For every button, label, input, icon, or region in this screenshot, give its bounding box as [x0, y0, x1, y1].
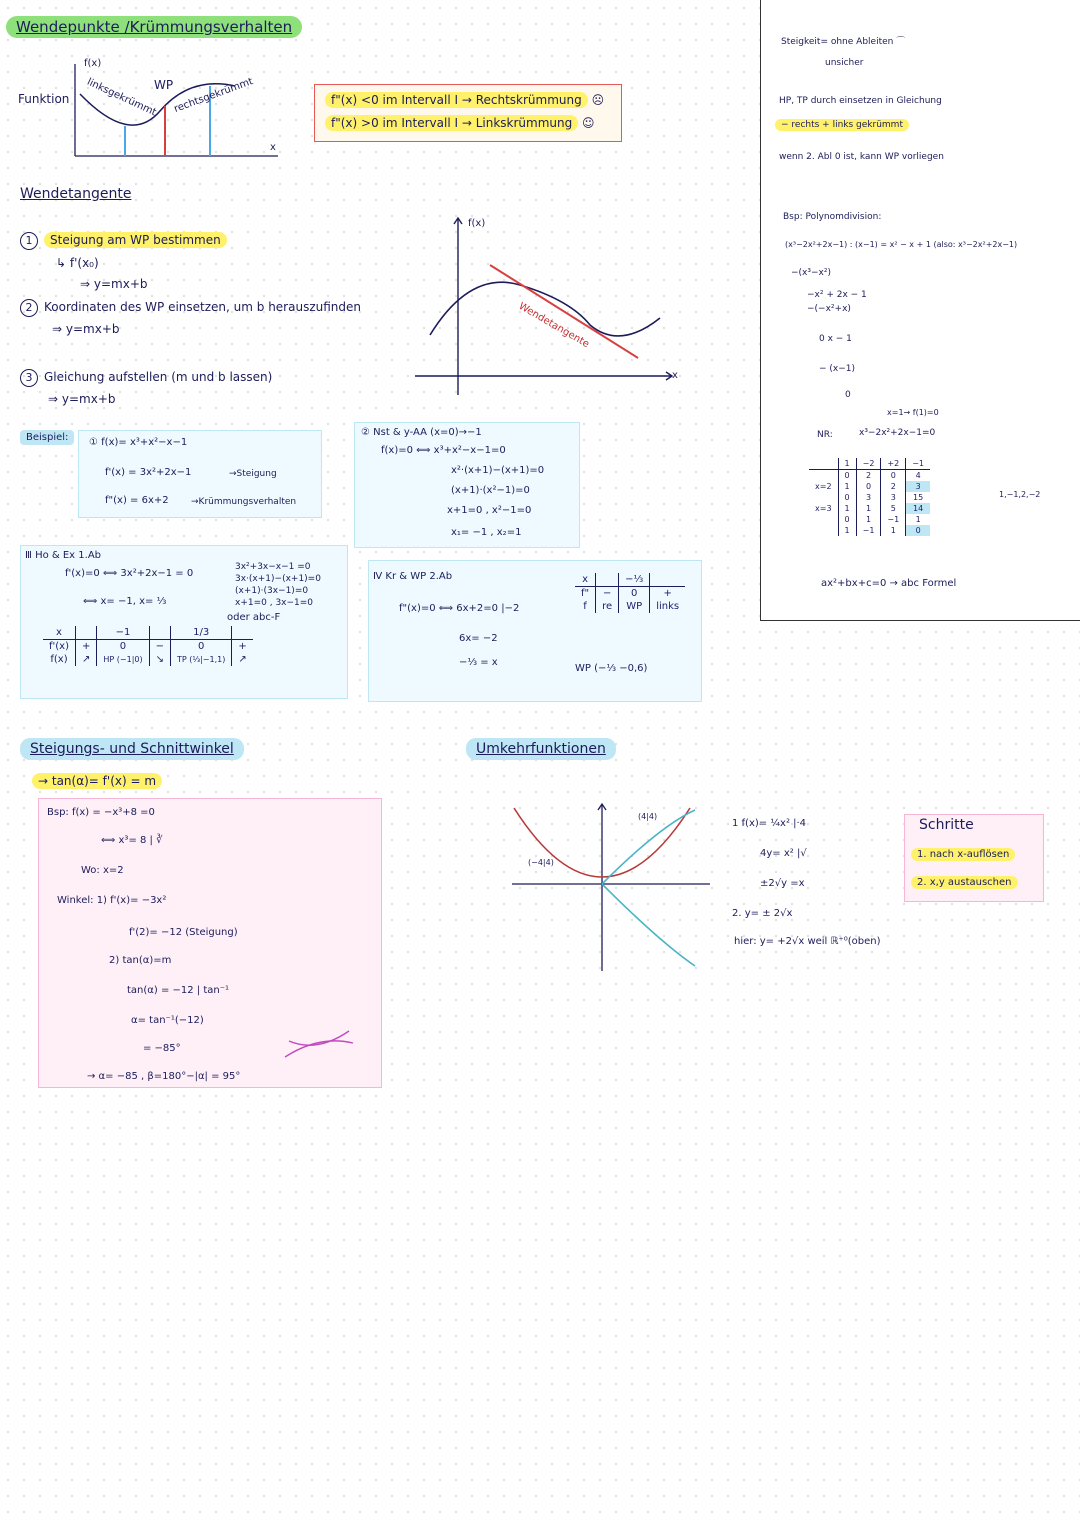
b2-line-2: f(x)=0 ⟺ x³+x²−x−1=0	[381, 445, 506, 456]
h-6-3: 1	[881, 525, 906, 536]
wt-step-2-text: Koordinaten des WP einsetzen, um b herauszufinden	[44, 300, 362, 314]
t2-head-2: −⅓	[619, 573, 650, 587]
wt-graph-fx: f(x)	[468, 218, 486, 229]
b1-line-1: ① f(x)= x³+x²−x−1	[89, 437, 188, 448]
st-line-6: α= tan⁻¹(−12)	[131, 1015, 204, 1026]
st-bsp: Bsp: f(x) = −x³+8 =0	[47, 807, 155, 818]
sign-table-2	[575, 573, 685, 613]
b3-title: Ⅲ Ho & Ex 1.Ab	[25, 550, 102, 561]
h-2-2: 0	[856, 481, 881, 492]
happy-face-icon: ☺	[582, 116, 595, 130]
h-2-1: 1	[838, 481, 856, 492]
h-3-2: 3	[856, 492, 881, 503]
panel-line-4-text: − rechts + links gekrümmt	[775, 119, 909, 131]
t1-head-0: x	[43, 626, 76, 640]
wt-step-2a: ⇒ y=mx+b	[52, 322, 120, 336]
t1-r1-0: f'(x)	[49, 641, 69, 652]
panel-line-2: unsicher	[825, 58, 864, 68]
panel-side: 1,−1,2,−2	[999, 490, 1041, 499]
t1-r2-3: ↘	[149, 653, 170, 666]
beispiel-box-3	[20, 545, 348, 699]
h-0-0	[809, 458, 838, 470]
panel-line-5: wenn 2. Abl 0 ist, kann WP vorliegen	[779, 152, 944, 162]
t2-r1-1: −	[596, 587, 619, 601]
b4-title: Ⅳ Kr & WP 2.Ab	[373, 571, 453, 582]
t2-r1-2: 0	[619, 587, 650, 601]
schritte-step-2-text: 2. x,y austauschen	[911, 876, 1018, 889]
h-1-3: 0	[881, 470, 906, 482]
b3-right-4: x+1=0 , 3x−1=0	[235, 598, 314, 608]
b2-line-4: (x+1)·(x²−1)=0	[451, 485, 530, 496]
panel-horner-note: x=1→ f(1)=0	[887, 408, 939, 417]
h-5-0	[809, 514, 838, 525]
funktion-links: linksgekrümmt	[85, 76, 158, 119]
st-line-1: ⟺ x³= 8 | ∛	[101, 835, 163, 846]
h-6-1: 1	[838, 525, 856, 536]
t1-r1-2: 0	[97, 640, 149, 654]
wt-graph-label: Wendetangente	[516, 300, 592, 351]
t1-r2-0: f(x)	[50, 654, 68, 665]
wt-step-1	[20, 232, 227, 250]
schritte-step-1	[911, 849, 1015, 860]
b1-line-3-note: →Krümmungsverhalten	[191, 497, 297, 507]
h-2-3: 2	[881, 481, 906, 492]
st-line-2: Wo: x=2	[81, 865, 124, 876]
h-2-4: 3	[906, 481, 930, 492]
horner-table	[809, 458, 930, 536]
steigung-heading	[20, 738, 244, 760]
beispiel-box-2	[354, 422, 580, 548]
steigung-heading-text: Steigungs- und Schnittwinkel	[30, 741, 234, 757]
t2-r2-3: links	[650, 600, 685, 613]
schritte-box	[904, 814, 1044, 902]
funktion-label: Funktion	[18, 92, 70, 106]
umkehr-line-3: ±2√y =x	[760, 878, 805, 889]
t2-head-3	[650, 573, 685, 587]
angle-sketch	[279, 1027, 359, 1063]
wt-step-1a: ↳ f'(x₀)	[56, 256, 99, 270]
b4-line-3: −⅓ = x	[459, 657, 498, 668]
h-0-1: 1	[838, 458, 856, 470]
steigung-box	[38, 798, 382, 1088]
t2-r1-3: +	[650, 587, 685, 601]
t2-head-0: x	[575, 573, 596, 587]
h-0-4: −1	[906, 458, 930, 470]
h-6-0	[809, 525, 838, 536]
umkehr-point-2: (4|4)	[638, 812, 658, 821]
h-5-2: 1	[856, 514, 881, 525]
h-6-2: −1	[856, 525, 881, 536]
wt-step-1b: ⇒ y=mx+b	[80, 277, 148, 291]
page-title-text: Wendepunkte /Krümmungsverhalten	[16, 18, 293, 36]
st-line-8: → α= −85 , β=180°−|α| = 95°	[87, 1071, 241, 1082]
b3-line-2: ⟺ x= −1, x= ⅓	[83, 596, 167, 607]
circle-1-icon: 1	[20, 232, 38, 250]
schritte-step-2	[911, 877, 1018, 888]
h-5-3: −1	[881, 514, 906, 525]
panel-nr-eq: x³−2x²+2x−1=0	[859, 428, 936, 438]
b2-line-3: x²·(x+1)−(x+1)=0	[451, 465, 545, 476]
b4-wp: WP (−⅓ −0,6)	[575, 663, 648, 674]
panel-line-1: Steigkeit= ohne Ableiten ⌒	[781, 37, 906, 47]
wt-step-3	[20, 369, 272, 387]
h-1-4: 4	[906, 470, 930, 482]
b3-right-3: (x+1)·(3x−1)=0	[235, 586, 309, 596]
beispiel-label: Beispiel:	[20, 430, 74, 445]
h-1-0	[809, 470, 838, 482]
t1-r2-2: HP (−1|0)	[97, 653, 149, 666]
t1-r2-1: ↗	[76, 653, 97, 666]
umkehr-line-5: hier: y= +2√x weil ℝ⁺⁰(oben)	[734, 936, 881, 947]
t1-head-4: 1/3	[170, 626, 231, 640]
funktion-rechts: rechtsgekrümmt	[172, 76, 255, 115]
h-4-1: 1	[838, 503, 856, 514]
schritte-step-1-text: 1. nach x-auflösen	[911, 848, 1015, 861]
t1-r2-4: TP (⅓|−1,1)	[170, 653, 231, 666]
umkehr-line-1: 1 f(x)= ¼x² |·4	[732, 818, 807, 829]
b1-line-2-note: →Steigung	[229, 469, 277, 479]
steigung-formula	[32, 774, 162, 788]
wendetangente-graph	[410, 210, 690, 400]
circle-3-icon: 3	[20, 369, 38, 387]
h-0-3: +2	[881, 458, 906, 470]
h-3-3: 3	[881, 492, 906, 503]
rule-line-1-text: f"(x) <0 im Intervall I → Rechtskrümmung	[325, 92, 588, 108]
funktion-wp: WP	[154, 78, 174, 92]
page-title	[6, 16, 302, 38]
sign-table-1	[43, 626, 253, 666]
rule-line-2	[325, 116, 595, 130]
rules-box	[314, 84, 622, 142]
b3-oder: oder abc-F	[227, 612, 281, 623]
t1-r1-1: +	[76, 640, 97, 654]
panel-line-7: (x³−2x²+2x−1) : (x−1) = x² − x + 1 (also: x³−2x²+2x−1)	[785, 240, 1018, 249]
steigung-formula-text: → tan(α)= f'(x) = m	[32, 773, 162, 789]
rule-line-1	[325, 93, 604, 107]
panel-line-12: − (x−1)	[819, 364, 856, 374]
umkehr-line-4: 2. y= ± 2√x	[732, 908, 793, 919]
umkehr-heading	[466, 738, 616, 760]
t1-head-5	[232, 626, 253, 640]
umkehr-heading-text: Umkehrfunktionen	[476, 741, 606, 757]
h-4-2: 1	[856, 503, 881, 514]
b1-line-2: f'(x) = 3x²+2x−1	[105, 467, 192, 478]
circle-2-icon: 2	[20, 299, 38, 317]
st-line-4: 2) tan(α)=m	[109, 955, 172, 966]
h-3-1: 0	[838, 492, 856, 503]
b2-line-1: ② Nst & y-AA (x=0)→−1	[361, 427, 482, 438]
t2-r1-0: f"	[581, 588, 590, 599]
st-line-5: tan(α) = −12 | tan⁻¹	[127, 985, 230, 996]
sad-face-icon: ☹	[591, 93, 605, 107]
panel-line-11: 0 x − 1	[819, 334, 852, 344]
h-0-2: −2	[856, 458, 881, 470]
b3-right-2: 3x·(x+1)−(x+1)=0	[235, 574, 321, 584]
wt-step-1-text: Steigung am WP bestimmen	[44, 232, 227, 248]
panel-abc: ax²+bx+c=0 → abc Formel	[821, 578, 957, 589]
h-4-0: x=3	[815, 504, 832, 513]
panel-line-3: HP, TP durch einsetzen in Gleichung	[779, 96, 942, 106]
st-winkel: Winkel: 1) f'(x)= −3x²	[57, 895, 167, 906]
beispiel-box-4	[368, 560, 702, 702]
b4-line-2: 6x= −2	[459, 633, 498, 644]
panel-line-4	[775, 120, 909, 130]
panel-line-13: 0	[845, 390, 851, 400]
funktion-x: x	[270, 142, 276, 153]
t1-head-3	[149, 626, 170, 640]
h-6-4: 0	[906, 525, 930, 536]
wt-step-3-text: Gleichung aufstellen (m und b lassen)	[44, 370, 273, 384]
t2-r2-2: WP	[619, 600, 650, 613]
h-4-4: 14	[906, 503, 930, 514]
t1-head-2: −1	[97, 626, 149, 640]
t2-r2-0: f	[583, 601, 587, 612]
panel-line-9: −x² + 2x − 1	[807, 290, 867, 300]
panel-line-10: −(−x²+x)	[807, 304, 851, 314]
t1-r1-5: +	[232, 640, 253, 654]
t1-r1-4: 0	[170, 640, 231, 654]
wendetangente-heading: Wendetangente	[20, 186, 132, 202]
panel-line-8: −(x³−x²)	[791, 268, 831, 278]
h-1-1: 0	[838, 470, 856, 482]
t2-r2-1: re	[596, 600, 619, 613]
st-line-7: = −85°	[143, 1043, 181, 1054]
beispiel-box-1	[78, 430, 322, 518]
funktion-fx: f(x)	[84, 58, 102, 69]
t1-head-1	[76, 626, 97, 640]
t2-head-1	[596, 573, 619, 587]
wt-step-3a: ⇒ y=mx+b	[48, 392, 116, 406]
rule-line-2-text: f"(x) >0 im Intervall I → Linkskrümmung	[325, 115, 578, 131]
h-2-0: x=2	[815, 482, 832, 491]
b2-line-5: x+1=0 , x²−1=0	[447, 505, 532, 516]
schritte-title: Schritte	[919, 817, 974, 833]
wt-step-2	[20, 299, 361, 317]
panel-nr: NR:	[817, 430, 833, 440]
h-1-2: 2	[856, 470, 881, 482]
umkehr-line-2: 4y= x² |√	[760, 848, 807, 859]
panel-line-6: Bsp: Polynomdivision:	[783, 212, 882, 222]
t1-r1-3: −	[149, 640, 170, 654]
b3-right-1: 3x²+3x−x−1 =0	[235, 562, 311, 572]
h-3-4: 15	[906, 492, 930, 503]
t1-r2-5: ↗	[232, 653, 253, 666]
right-panel	[760, 0, 1080, 621]
h-3-0	[809, 492, 838, 503]
st-line-3: f'(2)= −12 (Steigung)	[129, 927, 238, 938]
b3-line-1: f'(x)=0 ⟺ 3x²+2x−1 = 0	[65, 568, 194, 579]
b4-line-1: f"(x)=0 ⟺ 6x+2=0 |−2	[399, 603, 520, 614]
b1-line-3: f"(x) = 6x+2	[105, 495, 169, 506]
wt-graph-x: x	[672, 370, 678, 381]
umkehr-graph	[500, 796, 720, 976]
h-4-3: 5	[881, 503, 906, 514]
b2-line-6: x₁= −1 , x₂=1	[451, 527, 522, 538]
h-5-4: 1	[906, 514, 930, 525]
umkehr-point-1: (−4|4)	[528, 858, 554, 867]
h-5-1: 0	[838, 514, 856, 525]
